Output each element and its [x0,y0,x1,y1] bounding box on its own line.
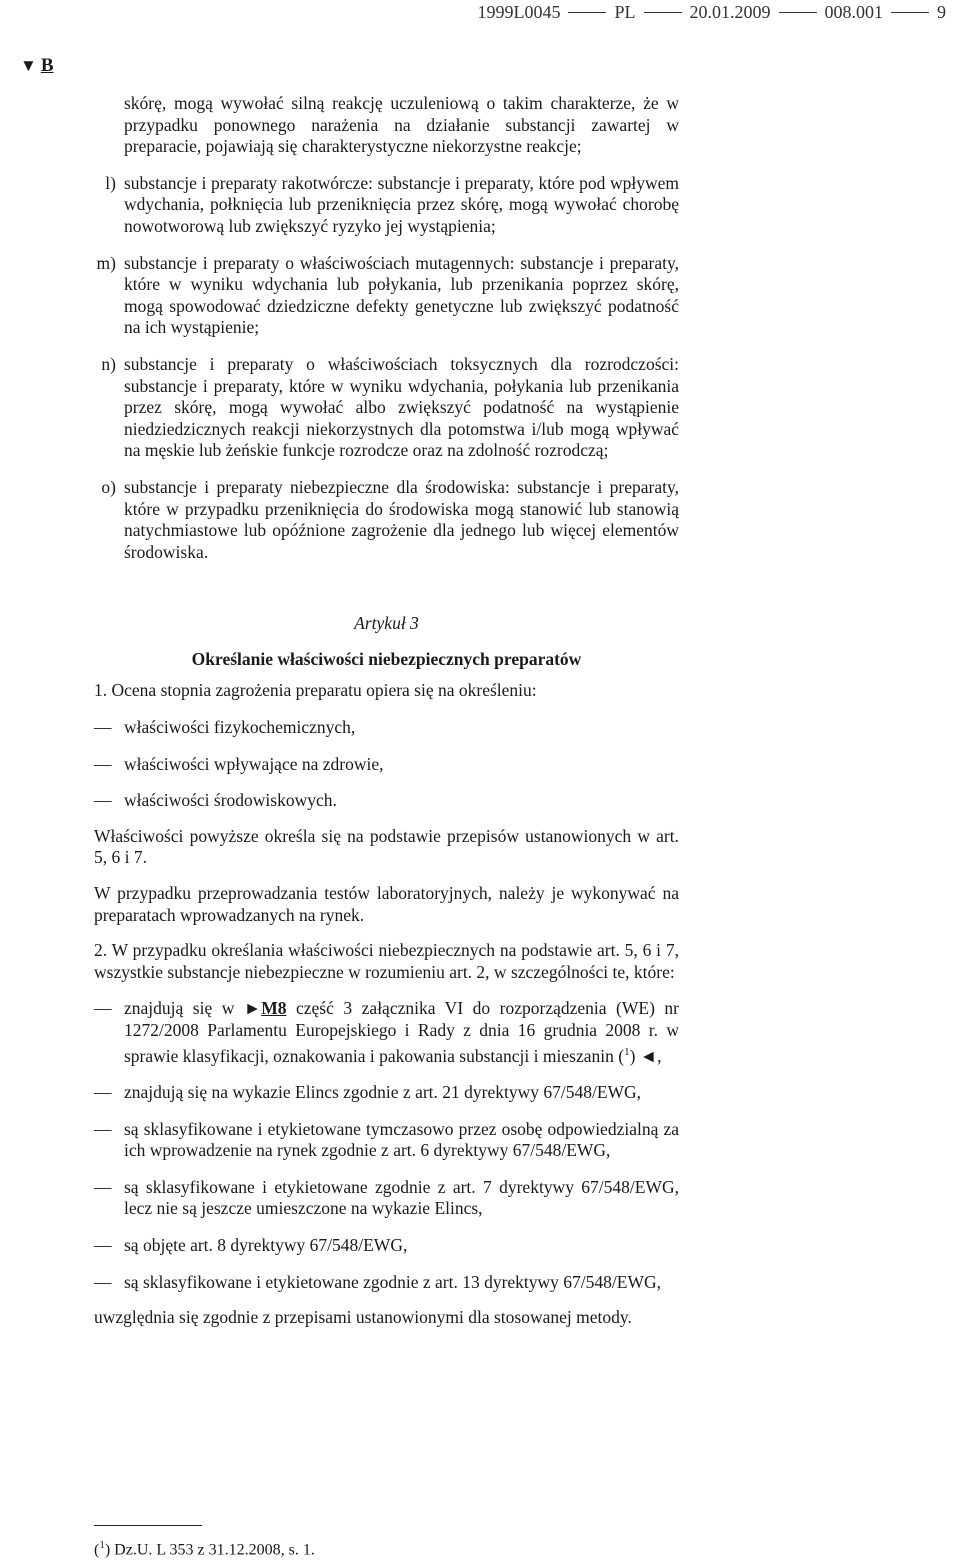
triangle-down-icon: ▼ [20,56,37,75]
dash-item [94,1177,679,1220]
article-title: Określanie właściwości niebezpiecznych preparatów [191,648,582,669]
dash-text: znajdują się na wykazie Elincs zgodnie z art. 21 dyrektywy 67/548/EWG, [124,1082,642,1103]
dash-item [94,1119,679,1162]
dash-item [94,1235,679,1257]
item-label: l) [105,172,116,193]
dash-item-m8 [94,998,679,1067]
item-text: substancje i preparaty o właściwościach mutagennych: substancje i preparaty, które w wyniku wdychania lub połykania, lub przenikania poprzez skórę, mogą spowodować dziedziczne defekty genetyczne lub zwiększyć podatność na ich wystąpienie; [124,252,679,338]
footnote-number: 1 [99,1539,105,1551]
dash-item [94,754,679,776]
article-number: Artykuł 3 [354,613,419,634]
list-item-n [94,354,679,462]
dash-text: znajdują się w [124,998,244,1019]
item-label: n) [101,353,116,374]
list-item-m [94,253,679,339]
page-number: 9 [937,1,946,22]
dash-symbol: — [94,998,112,1019]
header-separator [568,12,606,13]
dash-text: część 3 załącznika VI do rozporządzenia (WE) nr 1272/2008 Parlamentu Europejskiego i Rady z dnia 16 grudnia 2008 r. w sprawie klasyfikacji, oznakowania i pakowania substancji i mieszanin ( [124,998,679,1066]
dash-symbol: — [94,1271,112,1292]
dash-symbol: — [94,1176,112,1197]
dash-text: są sklasyfikowane i etykietowane tymczasowo przez osobę odpowiedzialną za ich wprowadzenie na rynek zgodnie z art. 6 dyrektywy 67/548/EWG, [124,1118,679,1161]
footnote-close: ) [104,1541,115,1559]
dash-symbol: — [94,717,112,738]
dash-text: właściwości fizykochemicznych, [124,717,356,738]
item-label: o) [101,476,116,497]
footnote [94,1539,315,1559]
item-text: substancje i preparaty rakotwórcze: substancje i preparaty, które pod wpływem wdychania, połknięcia lub przeniknięcia przez skórę, mogą wywołać chorobę nowotworową lub zwiększyć ryzyko jej wystąpienia; [124,172,679,236]
dash-text-end: ) ◄, [629,1045,662,1066]
footnote-open: ( [94,1541,100,1559]
article-paragraph-2: Właściwości powyższe określa się na podstawie przepisów ustanowionych w art. 5, 6 i 7. [94,825,679,868]
dash-item [94,1082,679,1104]
article-paragraph-3: W przypadku przeprowadzania testów laboratoryjnych, należy je wykonywać na preparatach wprowadzanych na rynek. [94,883,679,925]
amendment-ref-link[interactable]: M8 [261,998,287,1019]
arrow-right-icon: ► [243,998,262,1019]
dash-symbol: — [94,1082,112,1103]
header-separator [779,12,817,13]
dash-symbol: — [94,790,112,811]
article-paragraph-1: 1. Ocena stopnia zagrożenia preparatu opiera się na określeniu: [94,680,537,701]
doc-lang: PL [614,1,636,22]
article-paragraph-5: uwzględnia się zgodnie z przepisami ustanowionymi dla stosowanej metody. [94,1307,632,1328]
list-item-o [94,477,679,563]
dash-text: są sklasyfikowane i etykietowane zgodnie z art. 13 dyrektywy 67/548/EWG, [124,1271,662,1292]
item-text: substancje i preparaty niebezpieczne dla środowiska: substancje i preparaty, które w przypadku przeniknięcia do środowiska mogą stanowić lub stanowią natychmiastowe lub opóźnione zagrożenie dla jednego lub więcej elementów środowiska. [124,476,679,562]
doc-date: 20.01.2009 [689,1,771,22]
dash-symbol: — [94,1118,112,1139]
article-paragraph-4: 2. W przypadku określania właściwości niebezpiecznych na podstawie art. 5, 6 i 7, wszystkie substancje niebezpieczne w rozumieniu art. 2, w szczególności te, które: [94,940,679,982]
page-header [477,0,946,24]
dash-symbol: — [94,1234,112,1255]
dash-item [94,1272,679,1294]
document-body [94,93,679,1329]
list-item-l [94,173,679,238]
dash-item [94,717,679,739]
marker-label: B [40,55,54,76]
footnote-divider [94,1525,202,1526]
item-text: substancje i preparaty o właściwościach toksycznych dla rozrodczości: substancje i preparaty, które w wyniku wdychania, połykania lub przenikania przez skórę, mogą wywołać albo zwiększyć podatność na wystąpienie niedziedzicznych reakcji niekorzystnych dla potomstwa i/lub mogą wpływać na męskie lub żeńskie funkcje rozrodcze oraz na zdolność rozrodczą; [124,353,679,461]
dash-text: właściwości wpływające na zdrowie, [124,753,384,774]
intro-paragraph: skórę, mogą wywołać silną reakcję uczuleniową o takim charakterze, że w przypadku ponownego narażenia na działanie substancji zawartej w preparacie, pojawiają się charakterystyczne niekorzystne reakcje; [124,93,679,157]
doc-version: 008.001 [824,1,883,22]
footnote-text: Dz.U. L 353 z 31.12.2008, s. 1. [114,1541,315,1559]
item-label: m) [96,252,116,273]
header-separator [891,12,929,13]
header-separator [644,12,682,13]
dash-symbol: — [94,753,112,774]
dash-item [94,790,679,812]
footnote-ref[interactable]: 1 [624,1045,630,1058]
dash-text: są objęte art. 8 dyrektywy 67/548/EWG, [124,1234,408,1255]
amendment-marker [20,55,54,77]
doc-id: 1999L0045 [477,1,561,22]
dash-text: właściwości środowiskowych. [124,790,337,811]
dash-text: są sklasyfikowane i etykietowane zgodnie z art. 7 dyrektywy 67/548/EWG, lecz nie są jeszcze umieszczone na wykazie Elincs, [124,1176,679,1219]
